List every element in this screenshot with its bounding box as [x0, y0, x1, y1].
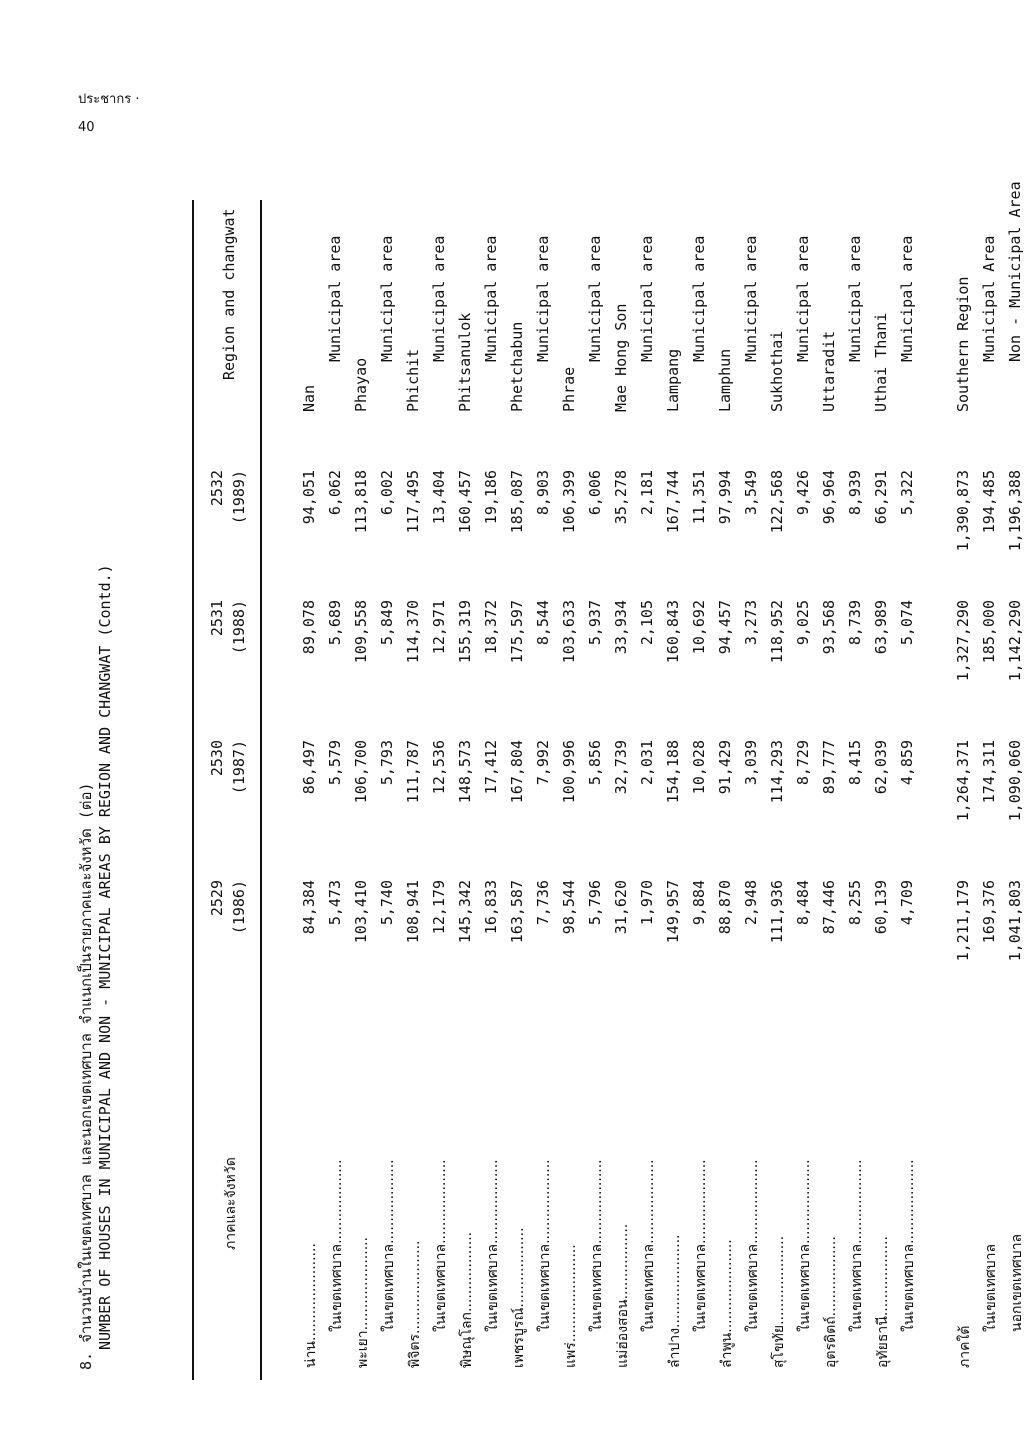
cell-value: 97,994: [716, 470, 734, 525]
row-label-thai: ในเขตเทศบาล...................: [381, 1159, 397, 1332]
cell-value: 94,051: [300, 470, 318, 525]
cell-value: 7,736: [534, 880, 552, 926]
year-ce-1987: (1987): [230, 740, 248, 795]
row-label-english: Uthai Thani: [872, 312, 890, 412]
table-row: [612, 200, 638, 1380]
cell-value: 94,457: [716, 600, 734, 655]
cell-value: 2,031: [638, 740, 656, 786]
cell-value: 8,544: [534, 600, 552, 646]
row-label-thai: ในเขตเทศบาล...................: [745, 1159, 761, 1332]
cell-value: 62,039: [872, 740, 890, 795]
cell-value: 8,739: [846, 600, 864, 646]
table-row: [1006, 181, 1032, 1380]
cell-value: 8,939: [846, 470, 864, 516]
row-label-thai: พะเยา.....................: [355, 1236, 371, 1368]
row-label-thai: ในเขตเทศบาล...................: [641, 1159, 657, 1332]
row-label-thai: อุตรดิตถ์..................: [823, 1236, 839, 1368]
cell-value: 17,412: [482, 740, 500, 795]
table-row: [664, 200, 690, 1380]
cell-value: 1,327,290: [954, 600, 972, 682]
cell-value: 5,793: [378, 740, 396, 786]
year-ce-1989: (1989): [230, 470, 248, 525]
cell-value: 160,843: [664, 600, 682, 664]
cell-value: 32,739: [612, 740, 630, 795]
cell-value: 16,833: [482, 880, 500, 935]
cell-value: 35,278: [612, 470, 630, 525]
cell-value: 9,426: [794, 470, 812, 516]
cell-value: 6,062: [326, 470, 344, 516]
table-row: [742, 200, 768, 1380]
cell-value: 5,473: [326, 880, 344, 926]
cell-value: 12,536: [430, 740, 448, 795]
row-label-english: Sukhothai: [768, 330, 786, 412]
cell-value: 117,495: [404, 470, 422, 534]
row-label-english: Lamphun: [716, 348, 734, 412]
row-label-thai: นอกเขตเทศบาล: [1009, 1233, 1025, 1332]
cell-value: 5,740: [378, 880, 396, 926]
cell-value: 109,558: [352, 600, 370, 664]
row-label-thai: ในเขตเทศบาล...................: [537, 1159, 553, 1332]
cell-value: 89,777: [820, 740, 838, 795]
cell-value: 7,992: [534, 740, 552, 786]
cell-value: 106,700: [352, 740, 370, 804]
table-title-english: NUMBER OF HOUSES IN MUNICIPAL AND NON - MUNICIPAL AREAS BY REGION AND CHANGWAT (Contd.): [96, 564, 114, 1350]
table-row: [352, 200, 378, 1380]
row-label-english: Municipal area: [586, 235, 604, 362]
row-label-english: Phitsanulok: [456, 312, 474, 412]
cell-value: 8,729: [794, 740, 812, 786]
table-row: [820, 200, 846, 1380]
row-label-english: Phetchabun: [508, 321, 526, 412]
cell-value: 163,587: [508, 880, 526, 944]
row-label-thai: ในเขตเทศบาล...................: [693, 1159, 709, 1332]
table-row: [716, 200, 742, 1380]
cell-value: 8,415: [846, 740, 864, 786]
row-label-thai: พิษณุโลก..................: [459, 1231, 475, 1368]
row-label-english: Municipal area: [534, 235, 552, 362]
cell-value: 2,105: [638, 600, 656, 646]
table-row: [378, 200, 404, 1380]
row-label-thai: ภาคใต้: [957, 1325, 973, 1368]
row-label-english: Uttaradit: [820, 330, 838, 412]
year-be-2532: 2532: [208, 470, 226, 507]
cell-value: 113,818: [352, 470, 370, 534]
row-label-thai: ในเขตเทศบาล...................: [901, 1159, 917, 1332]
cell-value: 86,497: [300, 740, 318, 795]
table-row: [768, 200, 794, 1380]
table-row: [300, 200, 326, 1380]
cell-value: 89,078: [300, 600, 318, 655]
cell-value: 8,255: [846, 880, 864, 926]
cell-value: 194,485: [980, 470, 998, 534]
row-label-thai: ในเขตเทศบาล...................: [433, 1159, 449, 1332]
cell-value: 13,404: [430, 470, 448, 525]
row-label-thai: ในเขตเทศบาล: [983, 1243, 999, 1332]
cell-value: 6,006: [586, 470, 604, 516]
cell-value: 98,544: [560, 880, 578, 935]
row-label-thai: ลำปาง.....................: [667, 1234, 683, 1368]
row-label-english: Phrae: [560, 366, 578, 412]
table-row: [534, 200, 560, 1380]
cell-value: 122,568: [768, 470, 786, 534]
cell-value: 103,633: [560, 600, 578, 664]
table-row: [456, 200, 482, 1380]
cell-value: 167,744: [664, 470, 682, 534]
cell-value: 5,796: [586, 880, 604, 926]
year-ce-1988: (1988): [230, 600, 248, 655]
year-ce-1986: (1986): [230, 880, 248, 935]
table-row: [560, 200, 586, 1380]
cell-value: 5,937: [586, 600, 604, 646]
cell-value: 12,179: [430, 880, 448, 935]
page-section-label: ประชากร ·: [78, 92, 140, 107]
table-row: [638, 200, 664, 1380]
row-label-english: Municipal area: [898, 235, 916, 362]
cell-value: 114,293: [768, 740, 786, 804]
cell-value: 5,579: [326, 740, 344, 786]
cell-value: 10,692: [690, 600, 708, 655]
table-row: [794, 200, 820, 1380]
cell-value: 174,311: [980, 740, 998, 804]
cell-value: 5,849: [378, 600, 396, 646]
rotated-table: [70, 181, 1025, 1380]
cell-value: 4,859: [898, 740, 916, 786]
table-row: [508, 200, 534, 1380]
row-label-thai: สุโขทัย....................: [771, 1235, 787, 1368]
cell-value: 63,989: [872, 600, 890, 655]
cell-value: 88,870: [716, 880, 734, 935]
row-label-english: Municipal area: [638, 235, 656, 362]
cell-value: 185,000: [980, 600, 998, 664]
row-label-thai: ในเขตเทศบาล...................: [329, 1159, 345, 1332]
year-be-2529: 2529: [208, 880, 226, 917]
cell-value: 2,948: [742, 880, 760, 926]
row-label-thai: น่าน......................: [303, 1243, 319, 1368]
cell-value: 33,934: [612, 600, 630, 655]
cell-value: 100,996: [560, 740, 578, 804]
row-label-thai: ในเขตเทศบาล...................: [589, 1159, 605, 1332]
row-label-english: Municipal Area: [980, 235, 998, 362]
table-row: [482, 200, 508, 1380]
row-label-thai: แพร่......................: [563, 1244, 579, 1368]
cell-value: 11,351: [690, 470, 708, 525]
cell-value: 8,484: [794, 880, 812, 926]
row-label-thai: แม่ฮ่องสอน.................: [615, 1223, 631, 1368]
cell-value: 10,028: [690, 740, 708, 795]
row-label-english: Non - Municipal Area: [1006, 181, 1024, 362]
cell-value: 2,181: [638, 470, 656, 516]
row-label-english: Municipal area: [742, 235, 760, 362]
cell-value: 3,273: [742, 600, 760, 646]
cell-value: 118,952: [768, 600, 786, 664]
cell-value: 12,971: [430, 600, 448, 655]
cell-value: 111,936: [768, 880, 786, 944]
cell-value: 87,446: [820, 880, 838, 935]
cell-value: 19,186: [482, 470, 500, 525]
row-label-thai: พิจิตร.....................: [407, 1240, 423, 1368]
cell-value: 3,549: [742, 470, 760, 516]
cell-value: 167,804: [508, 740, 526, 804]
page-number: 40: [78, 120, 95, 135]
row-label-english: Municipal area: [846, 235, 864, 362]
row-label-english: Municipal area: [690, 235, 708, 362]
cell-value: 160,457: [456, 470, 474, 534]
cell-value: 1,142,290: [1006, 600, 1024, 682]
cell-value: 5,322: [898, 470, 916, 516]
column-header-english: Region and changwat: [220, 208, 238, 380]
cell-value: 108,941: [404, 880, 422, 944]
row-label-english: Nan: [300, 384, 318, 412]
row-label-thai: เพชรบูรณ์..................: [511, 1227, 527, 1368]
cell-value: 103,410: [352, 880, 370, 944]
cell-value: 96,964: [820, 470, 838, 525]
cell-value: 60,139: [872, 880, 890, 935]
row-label-english: Municipal area: [378, 235, 396, 362]
cell-value: 111,787: [404, 740, 422, 804]
row-label-english: Lampang: [664, 348, 682, 412]
row-label-thai: ในเขตเทศบาล...................: [797, 1159, 813, 1332]
row-label-english: Municipal area: [794, 235, 812, 362]
table-row: [872, 200, 898, 1380]
table-row: [954, 200, 980, 1380]
cell-value: 84,384: [300, 880, 318, 935]
cell-value: 154,188: [664, 740, 682, 804]
cell-value: 5,689: [326, 600, 344, 646]
table-title-thai: 8. จำนวนบ้านในเขตเทศบาล และนอกเขตเทศบาล จำแนกเป็นรายภาคและจังหวัด (ต่อ): [77, 782, 95, 1370]
cell-value: 175,597: [508, 600, 526, 664]
year-be-2531: 2531: [208, 600, 226, 637]
table-row: [404, 200, 430, 1380]
cell-value: 1,264,371: [954, 740, 972, 822]
cell-value: 91,429: [716, 740, 734, 795]
cell-value: 114,370: [404, 600, 422, 664]
cell-value: 9,884: [690, 880, 708, 926]
cell-value: 1,390,873: [954, 470, 972, 552]
cell-value: 66,291: [872, 470, 890, 525]
cell-value: 9,025: [794, 600, 812, 646]
cell-value: 3,039: [742, 740, 760, 786]
table-row: [846, 200, 872, 1380]
cell-value: 1,090,060: [1006, 740, 1024, 822]
cell-value: 8,903: [534, 470, 552, 516]
header-rule: [260, 200, 262, 1380]
row-label-english: Phichit: [404, 348, 422, 412]
table-row: [898, 200, 924, 1380]
row-label-english: Mae Hong Son: [612, 303, 630, 412]
cell-value: 1,211,179: [954, 880, 972, 962]
table-row: [326, 200, 352, 1380]
table-row: [586, 200, 612, 1380]
cell-value: 169,376: [980, 880, 998, 944]
cell-value: 4,709: [898, 880, 916, 926]
cell-value: 145,342: [456, 880, 474, 944]
row-label-english: Municipal area: [430, 235, 448, 362]
cell-value: 6,002: [378, 470, 396, 516]
row-label-english: Southern Region: [954, 276, 972, 412]
cell-value: 1,041,803: [1006, 880, 1024, 962]
row-label-thai: ในเขตเทศบาล...................: [849, 1159, 865, 1332]
cell-value: 31,620: [612, 880, 630, 935]
cell-value: 155,319: [456, 600, 474, 664]
table-row: [980, 200, 1006, 1380]
cell-value: 1,970: [638, 880, 656, 926]
cell-value: 18,372: [482, 600, 500, 655]
cell-value: 93,568: [820, 600, 838, 655]
row-label-english: Municipal area: [482, 235, 500, 362]
row-label-thai: อุทัยธานี..................: [875, 1236, 891, 1368]
cell-value: 1,196,388: [1006, 470, 1024, 552]
row-label-english: Municipal area: [326, 235, 344, 362]
cell-value: 185,087: [508, 470, 526, 534]
column-header-thai: ภาคและจังหวัด: [223, 1157, 239, 1250]
year-be-2530: 2530: [208, 740, 226, 777]
table-row: [430, 200, 456, 1380]
row-label-thai: ในเขตเทศบาล...................: [485, 1159, 501, 1332]
row-label-thai: ลำพูน.....................: [719, 1239, 735, 1368]
cell-value: 148,573: [456, 740, 474, 804]
table-row: [690, 200, 716, 1380]
cell-value: 149,957: [664, 880, 682, 944]
cell-value: 5,856: [586, 740, 604, 786]
top-rule: [192, 200, 194, 1380]
cell-value: 5,074: [898, 600, 916, 646]
row-label-english: Phayao: [352, 357, 370, 412]
cell-value: 106,399: [560, 470, 578, 534]
